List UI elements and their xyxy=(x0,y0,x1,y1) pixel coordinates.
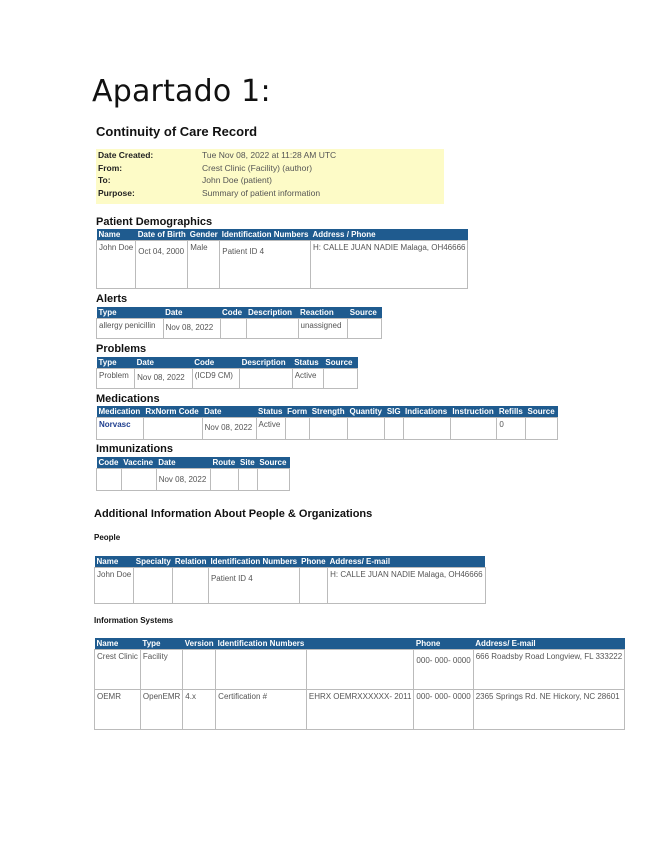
table-cell: Certification # xyxy=(216,690,307,730)
table-row xyxy=(95,650,625,690)
header-row xyxy=(96,149,338,162)
header-key: Date Created: xyxy=(98,150,154,160)
info-systems-title: Information Systems xyxy=(94,616,174,625)
table-cell xyxy=(240,369,293,389)
table-cell xyxy=(257,469,289,491)
demographics-table xyxy=(96,229,468,289)
table-header-row xyxy=(97,457,290,469)
table-row xyxy=(97,369,358,389)
table-cell xyxy=(403,418,450,440)
table-cell: Active xyxy=(256,418,285,440)
table-cell: Nov 08, 2022 xyxy=(163,319,220,339)
table-cell: Problem xyxy=(97,369,135,389)
alerts-title: Alerts xyxy=(96,293,128,305)
header-value: Tue Nov 08, 2022 at 11:28 AM UTC xyxy=(202,150,337,160)
table-cell xyxy=(285,418,310,440)
table-row xyxy=(97,241,468,289)
column-header: Identification Numbers xyxy=(221,230,309,239)
table-cell: 2365 Springs Rd. NE Hickory, NC 28601 xyxy=(473,690,624,730)
table-cell: unassigned xyxy=(298,319,348,339)
header-row xyxy=(96,174,338,187)
header-value: Summary of patient information xyxy=(202,187,321,198)
table-cell: John Doe xyxy=(97,241,136,289)
page-heading: Apartado 1: xyxy=(92,74,271,109)
column-header: RxNorm Code xyxy=(143,406,202,418)
header-row xyxy=(96,187,338,200)
column-header: Code xyxy=(220,307,246,319)
column-header: Instruction xyxy=(450,406,496,418)
table-header-row xyxy=(97,229,468,241)
table-cell: Nov 08, 2022 xyxy=(202,418,256,440)
column-header: Version xyxy=(184,639,214,648)
alerts-table xyxy=(96,307,382,339)
column-header xyxy=(306,638,414,650)
table-header-row xyxy=(95,638,625,650)
table-cell xyxy=(310,418,348,440)
table-row xyxy=(95,568,486,604)
header-key: From: xyxy=(98,162,123,173)
table-cell xyxy=(143,418,202,440)
table-cell: H: CALLE JUAN NADIE Malaga, OH46666 xyxy=(328,568,486,604)
table-header-row xyxy=(97,357,358,369)
immunizations-table xyxy=(96,457,290,491)
table-cell: Active xyxy=(292,369,323,389)
table-cell: H: CALLE JUAN NADIE Malaga, OH46666 xyxy=(310,241,468,289)
ccr-title: Continuity of Care Record xyxy=(96,124,258,139)
table-cell: 000- 000- 0000 xyxy=(414,690,473,730)
table-row xyxy=(97,319,382,339)
table-cell xyxy=(348,418,385,440)
table-cell: EHRX OEMRXXXXXX- 2011 xyxy=(306,690,414,730)
table-row xyxy=(95,690,625,730)
table-cell: OpenEMR xyxy=(140,690,182,730)
table-cell: Patient ID 4 xyxy=(220,241,311,289)
column-header: Gender xyxy=(189,230,218,239)
table-header-row xyxy=(97,307,382,319)
column-header: Source xyxy=(323,357,357,369)
table-row xyxy=(97,418,558,440)
column-header: Type xyxy=(97,357,135,369)
table-cell: 000- 000- 0000 xyxy=(414,650,473,690)
column-header: Phone xyxy=(414,638,473,650)
table-cell xyxy=(238,469,257,491)
table-cell: (ICD9 CM) xyxy=(192,369,239,389)
column-header: Date xyxy=(156,457,210,469)
table-cell xyxy=(323,369,357,389)
header-key: Purpose: xyxy=(98,187,135,198)
table-cell: Crest Clinic xyxy=(95,650,141,690)
column-header: Address/ E-mail xyxy=(473,638,624,650)
column-header: Medication xyxy=(97,406,144,418)
table-cell xyxy=(220,319,246,339)
column-header: Quantity xyxy=(348,406,385,418)
table-cell xyxy=(526,418,558,440)
table-cell xyxy=(246,319,298,339)
column-header: Route xyxy=(211,457,239,469)
table-cell xyxy=(385,418,403,440)
column-header: Vaccine xyxy=(121,457,156,469)
column-header: Reaction xyxy=(298,307,348,319)
table-cell xyxy=(450,418,496,440)
table-cell: 666 Roadsby Road Longview, FL 333222 xyxy=(473,650,624,690)
people-table xyxy=(94,556,486,604)
problems-table xyxy=(96,357,358,389)
header-key: To: xyxy=(98,175,111,185)
people-title: People xyxy=(94,533,121,542)
column-header: Date xyxy=(135,357,193,369)
table-row xyxy=(97,469,290,491)
table-cell xyxy=(183,650,216,690)
table-cell xyxy=(134,568,173,604)
column-header: Site xyxy=(238,457,257,469)
table-header-row xyxy=(95,556,486,568)
medications-title: Medications xyxy=(96,393,160,405)
column-header: Name xyxy=(95,556,134,568)
column-header: Form xyxy=(285,406,310,418)
table-cell: Nov 08, 2022 xyxy=(135,369,193,389)
immunizations-title: Immunizations xyxy=(96,443,174,455)
table-cell xyxy=(348,319,382,339)
column-header: Source xyxy=(257,457,289,469)
table-cell: Nov 08, 2022 xyxy=(156,469,210,491)
column-header: Code xyxy=(97,457,122,469)
column-header: Phone xyxy=(301,557,326,566)
medication-link[interactable]: Norvasc xyxy=(97,418,144,440)
column-header: Relation xyxy=(174,557,207,566)
column-header: Date of Birth xyxy=(137,230,186,239)
demographics-title: Patient Demographics xyxy=(96,216,213,228)
additional-info-title: Additional Information About People & Organizations xyxy=(94,508,373,520)
table-cell xyxy=(216,650,307,690)
medications-table xyxy=(96,406,558,440)
ccr-header-table xyxy=(96,149,338,199)
ccr-header-box xyxy=(96,149,444,204)
column-header: Source xyxy=(526,406,558,418)
column-header: Code xyxy=(192,357,239,369)
table-cell xyxy=(306,650,414,690)
header-row xyxy=(96,162,338,175)
column-header: Name xyxy=(95,638,141,650)
column-header: Description xyxy=(246,307,298,319)
table-cell xyxy=(121,469,156,491)
column-header: Source xyxy=(348,307,382,319)
table-cell xyxy=(97,469,122,491)
table-cell: OEMR xyxy=(95,690,141,730)
column-header: Address / Phone xyxy=(310,229,468,241)
table-cell: Patient ID 4 xyxy=(208,568,299,604)
column-header: Refills xyxy=(497,406,526,418)
column-header: Address/ E-mail xyxy=(328,556,486,568)
column-header: Type xyxy=(97,307,164,319)
column-header: Type xyxy=(140,638,182,650)
header-value: Crest Clinic (Facility) (author) xyxy=(202,162,313,173)
table-cell: 4.x xyxy=(183,690,216,730)
column-header: Status xyxy=(292,357,323,369)
table-cell xyxy=(211,469,239,491)
column-header: SIG xyxy=(385,406,403,418)
column-header: Name xyxy=(97,229,136,241)
header-value: John Doe (patient) xyxy=(202,175,272,185)
table-cell: 0 xyxy=(497,418,526,440)
column-header: Indications xyxy=(403,406,450,418)
column-header: Date xyxy=(202,406,256,418)
table-cell xyxy=(299,568,327,604)
column-header: Strength xyxy=(310,406,348,418)
column-header: Status xyxy=(256,406,285,418)
problems-title: Problems xyxy=(96,343,147,355)
column-header: Date xyxy=(163,307,220,319)
table-cell: Facility xyxy=(140,650,182,690)
column-header: Specialty xyxy=(135,557,171,566)
table-cell xyxy=(173,568,209,604)
table-cell: Oct 04, 2000 xyxy=(136,241,188,289)
table-cell: John Doe xyxy=(95,568,134,604)
table-cell: Male xyxy=(188,241,220,289)
info-systems-table xyxy=(94,638,625,730)
table-cell: allergy penicillin xyxy=(97,319,164,339)
column-header: Identification Numbers xyxy=(217,639,305,648)
column-header: Description xyxy=(240,357,293,369)
column-header: Identification Numbers xyxy=(210,557,298,566)
table-header-row xyxy=(97,406,558,418)
